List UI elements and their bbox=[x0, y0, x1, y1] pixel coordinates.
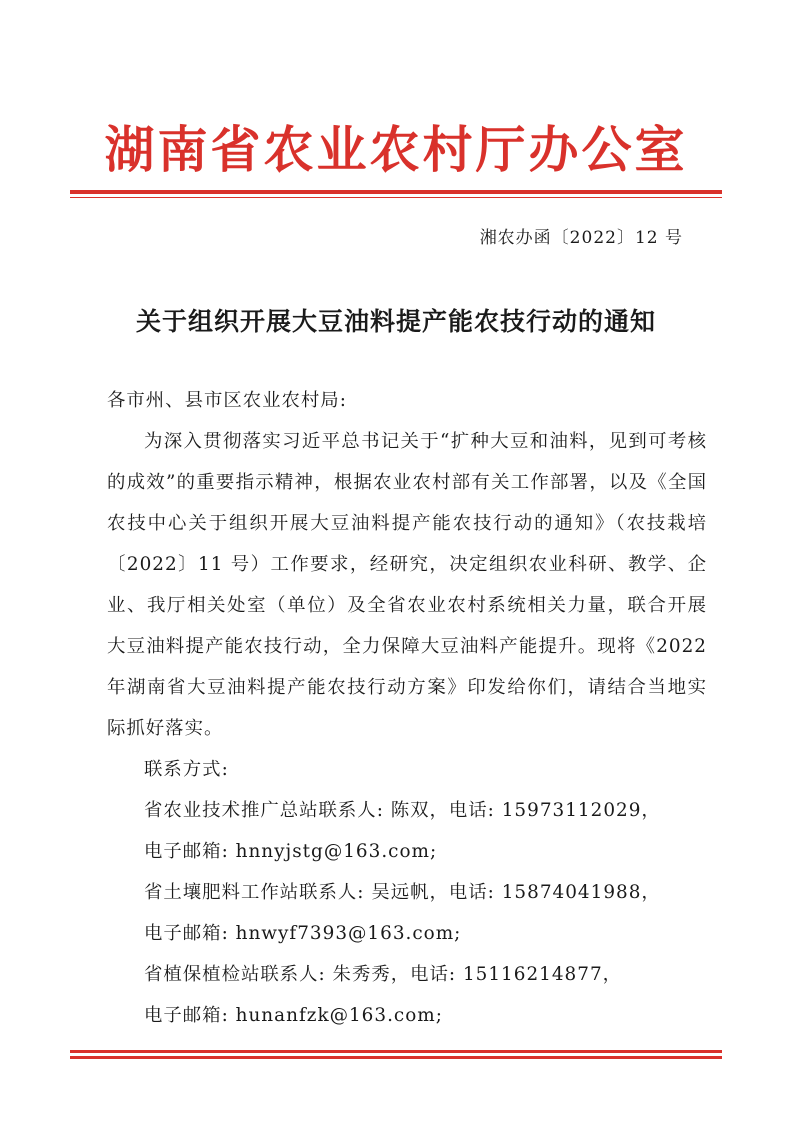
contact-line: 省农业技术推广总站联系人: 陈双，电话: 15973112029， bbox=[144, 800, 661, 821]
contact-line: 电子邮箱: hnwyf7393@163.com; bbox=[144, 923, 462, 944]
issuer-masthead: 湖南省农业农村厅办公室 bbox=[104, 121, 688, 179]
document-number: 湘农办函〔2022〕12 号 bbox=[479, 228, 683, 248]
salutation: 各市州、县市区农业农村局: bbox=[107, 390, 347, 411]
header-red-rule-thin bbox=[70, 197, 722, 198]
document-body bbox=[107, 380, 707, 1036]
footer-red-rule-thin bbox=[70, 1056, 722, 1059]
footer-red-rule-thick bbox=[70, 1050, 722, 1053]
contact-line: 电子邮箱: hnnyjstg@163.com; bbox=[144, 841, 438, 862]
contact-heading: 联系方式: bbox=[144, 759, 229, 780]
contact-line: 电子邮箱: hunanfzk@163.com; bbox=[144, 1005, 443, 1026]
document-title: 关于组织开展大豆油料提产能农技行动的通知 bbox=[135, 307, 656, 336]
header-red-rule-thick bbox=[70, 190, 722, 194]
contact-line: 省植保植检站联系人: 朱秀秀，电话: 15116214877， bbox=[144, 964, 623, 985]
contact-line: 省土壤肥料工作站联系人: 吴远帆，电话: 15874041988， bbox=[144, 882, 661, 903]
main-paragraph: 为深入贯彻落实习近平总书记关于“扩种大豆和油料，见到可考核的成效”的重要指示精神，根据农业农村部有关工作部署，以及《全国农技中心关于组织开展大豆油料提产能农技行动的通知》（农技栽培〔2022〕11 号）工作要求，经研究，决定组织农业科研、教学、企业、我厅相关处室（单位）及全省农业农村系统相关力量，联合开展大豆油料提产能农技行动，全力保障大豆油料产能提升。现将《2022 年湖南省大豆油料提产能农技行动方案》印发给你们，请结合当地实际抓好落实。 bbox=[107, 431, 707, 739]
